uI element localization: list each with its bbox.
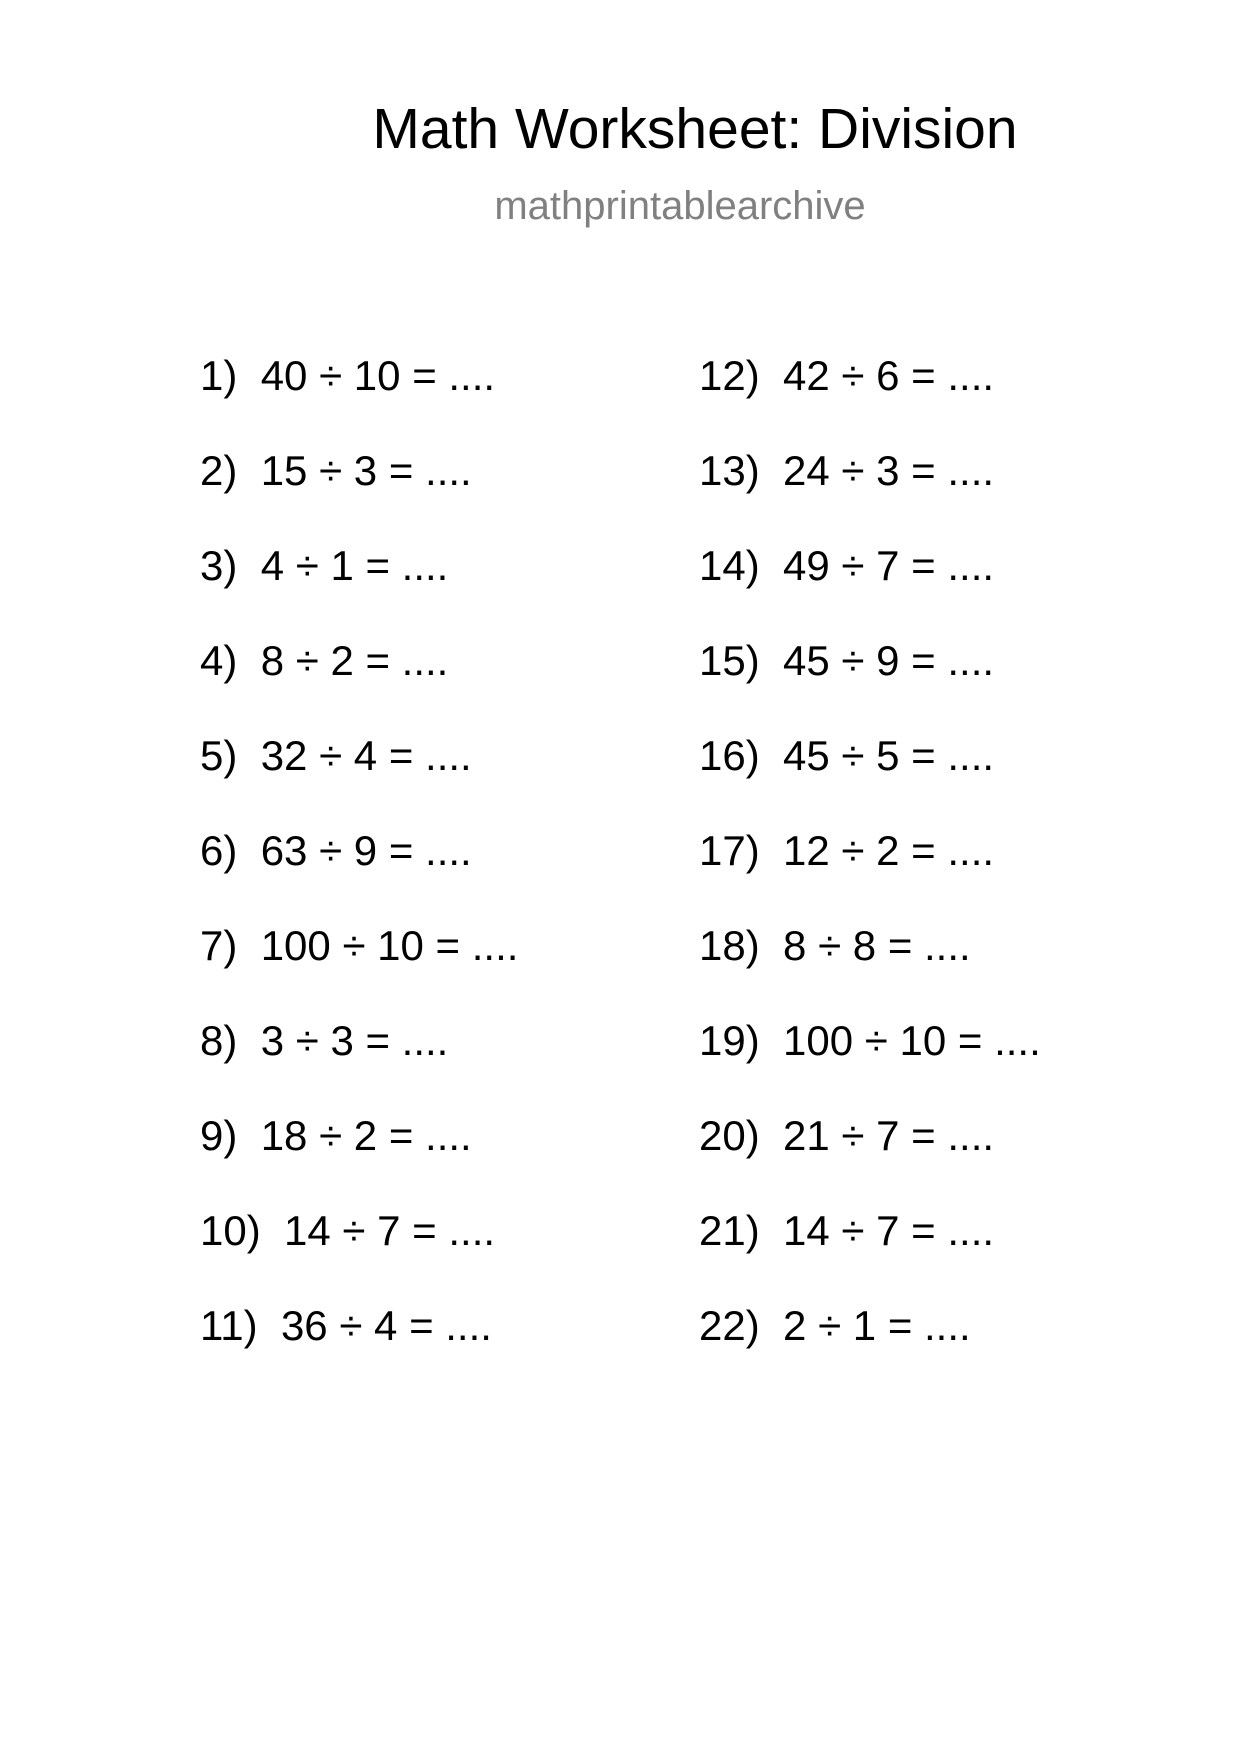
problem-expression: 45 ÷ 5 = .... [783,732,995,779]
problem-column-left [200,350,518,1395]
problem-expression: 18 ÷ 2 = .... [260,1112,472,1159]
problem-expression: 21 ÷ 7 = .... [783,1112,995,1159]
problem-expression: 45 ÷ 9 = .... [783,637,995,684]
problem-item [200,445,518,540]
problem-item [200,825,518,920]
problem-item [200,730,518,825]
problem-expression: 42 ÷ 6 = .... [783,352,995,399]
problem-number: 5) [200,732,238,779]
problem-item [200,350,518,445]
problem-expression: 100 ÷ 10 = .... [260,922,519,969]
problem-item [699,920,1041,1015]
worksheet-title: Math Worksheet: Division [372,97,1018,161]
problem-number: 7) [200,922,238,969]
problem-number: 21) [699,1207,760,1254]
problem-number: 13) [699,447,760,494]
problem-expression: 32 ÷ 4 = .... [260,732,472,779]
problem-item [699,540,1041,635]
problem-number: 9) [200,1112,238,1159]
problem-number: 3) [200,542,238,589]
problem-column-right [699,350,1041,1395]
problem-item [699,1300,1041,1395]
problem-expression: 36 ÷ 4 = .... [280,1302,492,1349]
problem-expression: 14 ÷ 7 = .... [783,1207,995,1254]
problem-item [200,635,518,730]
problem-expression: 4 ÷ 1 = .... [260,542,449,589]
problem-item [200,540,518,635]
problem-expression: 24 ÷ 3 = .... [783,447,995,494]
problem-expression: 100 ÷ 10 = .... [783,1017,1041,1064]
problem-number: 4) [200,637,238,684]
problem-item [200,1110,518,1205]
problem-expression: 12 ÷ 2 = .... [783,827,995,874]
problem-item [699,825,1041,920]
problem-item [200,920,518,1015]
problem-number: 22) [699,1302,760,1349]
problem-item [699,445,1041,540]
problem-item [699,635,1041,730]
problem-item [200,1205,518,1300]
problem-number: 19) [699,1017,760,1064]
problem-item [699,1015,1041,1110]
problem-number: 17) [699,827,760,874]
problem-number: 1) [200,352,238,399]
problem-number: 15) [699,637,760,684]
problem-item [699,1205,1041,1300]
problem-number: 12) [699,352,760,399]
problem-number: 8) [200,1017,238,1064]
problem-number: 10) [200,1207,261,1254]
problem-expression: 40 ÷ 10 = .... [260,352,496,399]
problem-expression: 2 ÷ 1 = .... [783,1302,971,1349]
problem-number: 14) [699,542,760,589]
problem-number: 18) [699,922,760,969]
problem-expression: 8 ÷ 2 = .... [260,637,449,684]
problem-item [699,730,1041,825]
problem-expression: 15 ÷ 3 = .... [260,447,472,494]
problem-number: 11) [200,1302,258,1349]
worksheet-source: mathprintablearchive [494,184,866,228]
problem-expression: 49 ÷ 7 = .... [783,542,995,589]
problem-number: 20) [699,1112,760,1159]
problem-expression: 14 ÷ 7 = .... [284,1207,496,1254]
problem-item [200,1300,518,1395]
problem-expression: 8 ÷ 8 = .... [783,922,971,969]
problem-number: 16) [699,732,760,779]
problem-expression: 63 ÷ 9 = .... [260,827,472,874]
problem-number: 2) [200,447,238,494]
problem-expression: 3 ÷ 3 = .... [260,1017,449,1064]
problem-number: 6) [200,827,238,874]
problem-item [699,350,1041,445]
problem-item [699,1110,1041,1205]
problem-item [200,1015,518,1110]
